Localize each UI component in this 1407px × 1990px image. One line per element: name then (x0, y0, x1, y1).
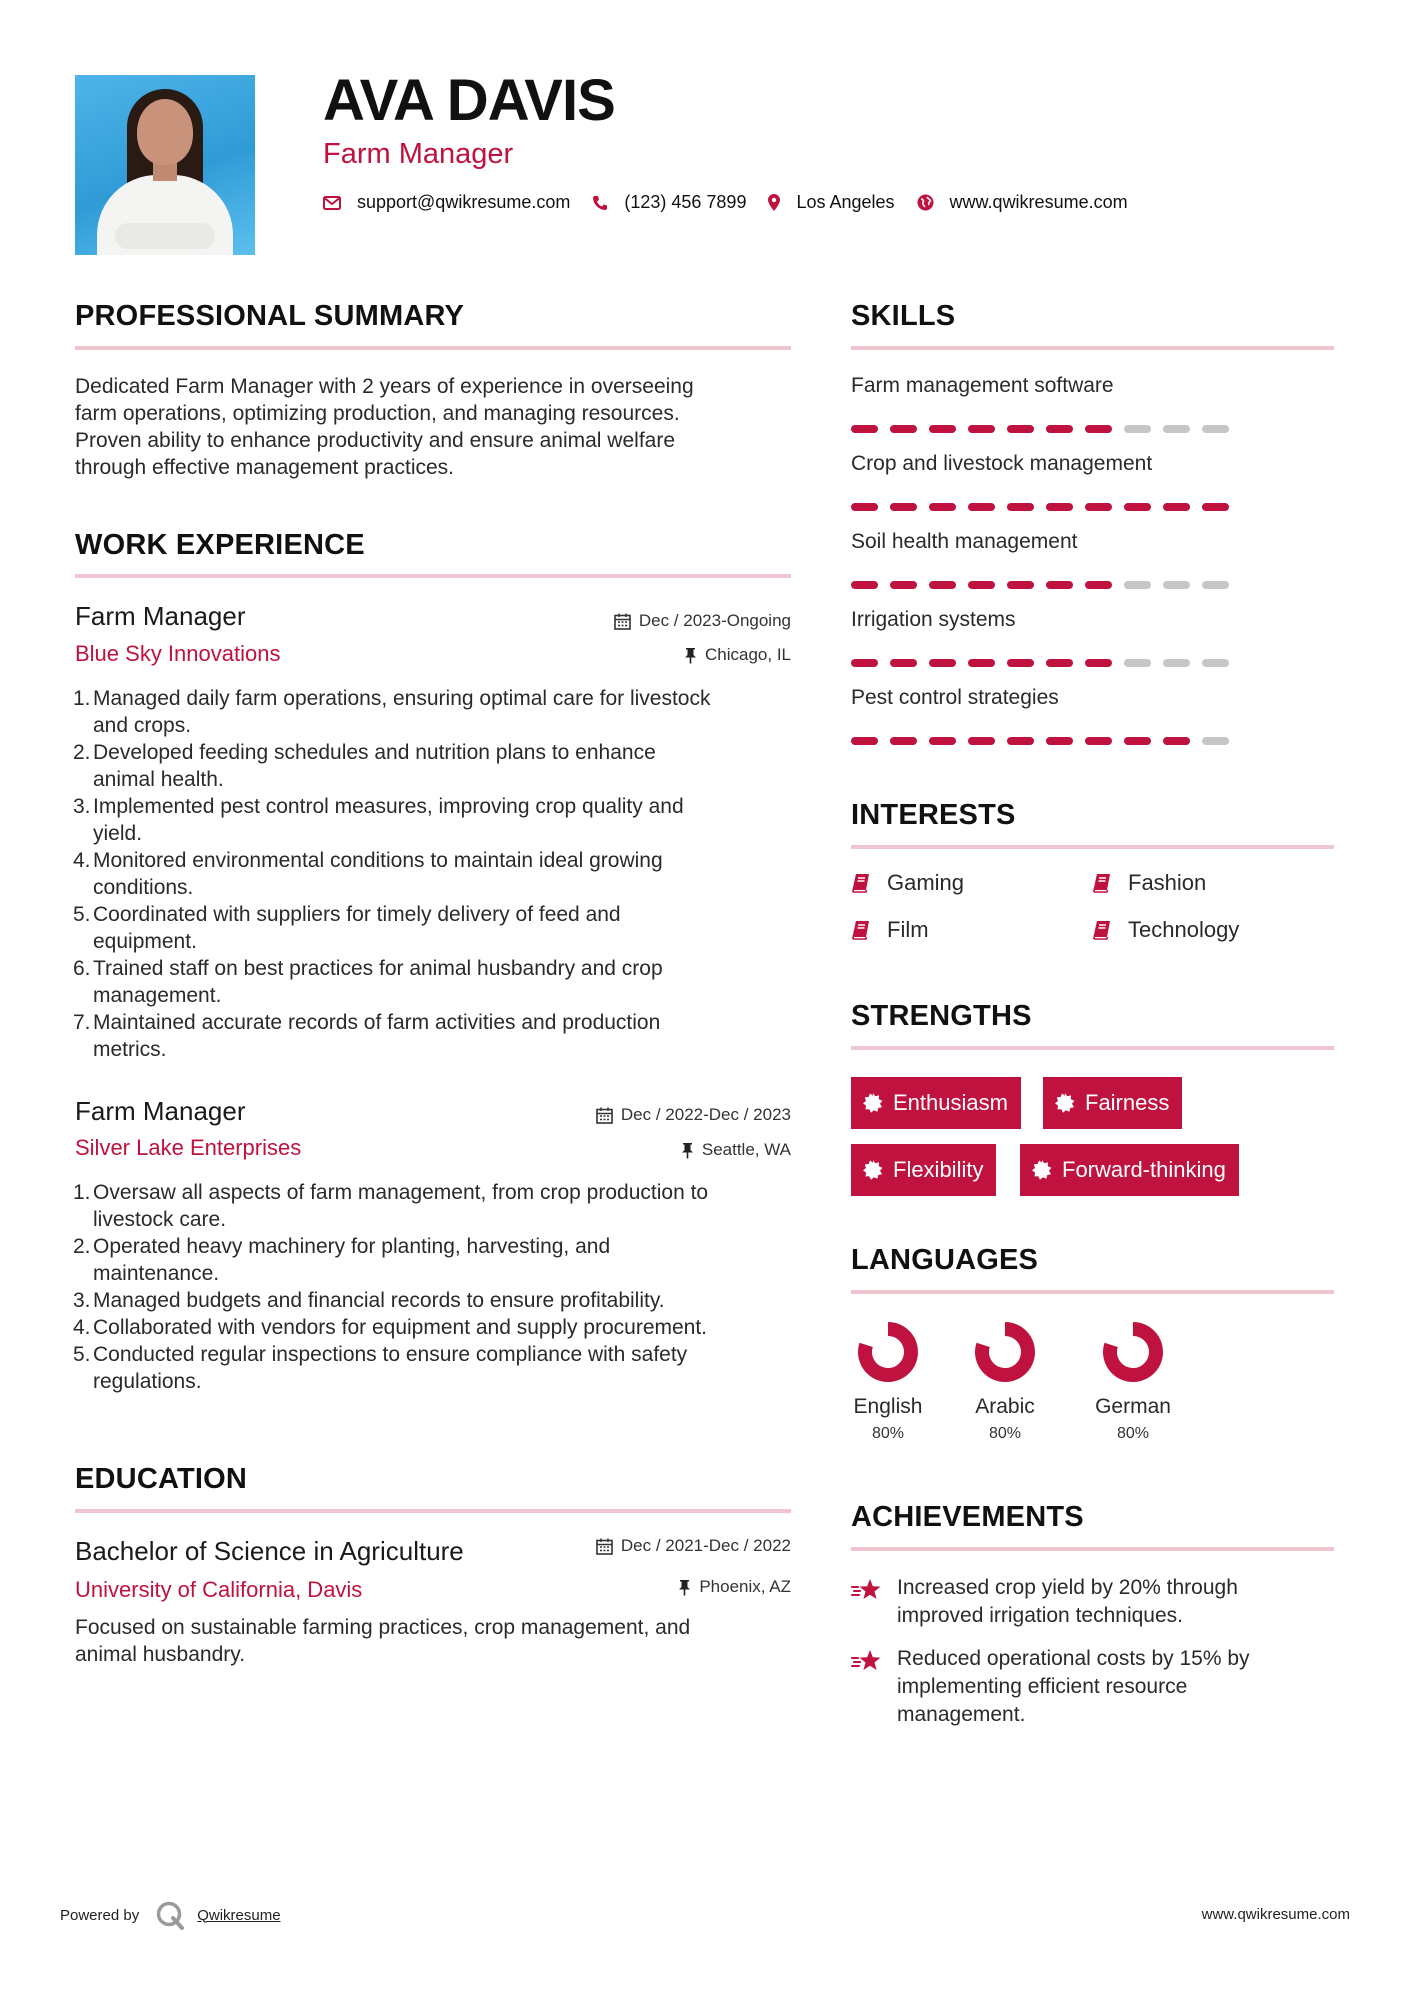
job-bullets (75, 1179, 791, 1395)
globe-icon (917, 194, 934, 211)
skill-rating (851, 425, 1241, 433)
summary-heading: PROFESSIONAL SUMMARY (75, 300, 465, 332)
language-percent: 80% (988, 1425, 1022, 1442)
book-icon (851, 920, 871, 940)
skill-dash (929, 425, 956, 433)
list-item: 5. Conducted regular inspections to ensure compliance with safety regulations. (73, 1343, 688, 1393)
list-item: 1. Oversaw all aspects of farm management, from crop production to livestock care. (73, 1181, 709, 1231)
pin-icon (684, 647, 697, 664)
skill-dash (851, 659, 878, 667)
degree-title: Bachelor of Science in Agriculture (75, 1536, 464, 1566)
education-heading: EDUCATION (75, 1463, 248, 1495)
badge-icon (1055, 1093, 1075, 1113)
summary-divider (75, 346, 791, 350)
skill-dash (890, 503, 917, 511)
skill-dash (1007, 659, 1034, 667)
strength-tag: Enthusiasm (851, 1077, 1021, 1129)
list-item: 2. Developed feeding schedules and nutrition plans to enhance animal health. (73, 741, 656, 791)
interest-item: Technology (1092, 917, 1239, 943)
skill-dash (1163, 737, 1190, 745)
job-title: Farm Manager (75, 1096, 246, 1126)
skill-dash (1046, 659, 1073, 667)
skill-dash (1163, 503, 1190, 511)
list-item: 4. Monitored environmental conditions to maintain ideal growing conditions. (73, 849, 663, 899)
skill-rating (851, 503, 1241, 511)
strength-tag: Flexibility (851, 1144, 996, 1196)
skill-dash (968, 581, 995, 589)
experience-heading: WORK EXPERIENCE (75, 529, 365, 561)
candidate-name: AVA DAVIS (323, 68, 615, 133)
skill-dash (1085, 425, 1112, 433)
language-ring (857, 1321, 919, 1383)
strengths-divider (851, 1046, 1334, 1050)
strength-tag: Fairness (1043, 1077, 1182, 1129)
book-icon (1092, 873, 1112, 893)
languages-divider (851, 1290, 1334, 1294)
interest-item: Fashion (1092, 870, 1206, 896)
skill-dash (968, 503, 995, 511)
list-item: 5. Coordinated with suppliers for timely delivery of feed and equipment. (73, 903, 621, 953)
achievement-item: Reduced operational costs by 15% by implementing efficient resource management. (851, 1645, 1250, 1729)
map-pin-icon (768, 194, 780, 211)
star-icon (851, 1649, 883, 1675)
job-company: Silver Lake Enterprises (75, 1135, 302, 1160)
skill-dash (1124, 503, 1151, 511)
skill-dash (851, 581, 878, 589)
skill-dash (968, 659, 995, 667)
skill-name: Irrigation systems (851, 608, 1016, 631)
languages-heading: LANGUAGES (851, 1244, 1039, 1276)
skill-dash (929, 737, 956, 745)
job-bullets (75, 685, 791, 1063)
skill-dash (1007, 425, 1034, 433)
skill-dash (890, 581, 917, 589)
language-item (1083, 1321, 1183, 1443)
contact-phone[interactable] (592, 192, 746, 213)
interests-heading: INTERESTS (851, 799, 1016, 831)
list-item: 4. Collaborated with vendors for equipment and supply procurement. (73, 1316, 708, 1339)
skill-dash (929, 659, 956, 667)
contact-website[interactable] (917, 192, 1128, 213)
skill-dash (1046, 425, 1073, 433)
job-dates: Dec / 2022-Dec / 2023 (596, 1105, 791, 1125)
language-name: Arabic (975, 1395, 1035, 1418)
language-ring-arc (982, 1329, 1028, 1375)
language-percent: 80% (871, 1425, 905, 1442)
skill-dash (1007, 503, 1034, 511)
skill-rating (851, 737, 1241, 745)
experience-divider (75, 574, 791, 578)
education-dates: Dec / 2021-Dec / 2022 (596, 1536, 791, 1556)
skill-dash (1007, 737, 1034, 745)
envelope-icon (323, 196, 341, 210)
skill-dash (1046, 581, 1073, 589)
language-ring (974, 1321, 1036, 1383)
education-description: Focused on sustainable farming practices, crop management, and animal husbandry. (75, 1616, 691, 1666)
job-company: Blue Sky Innovations (75, 641, 281, 666)
education-location: Phoenix, AZ (678, 1577, 791, 1597)
skill-dash (968, 737, 995, 745)
skill-dash (1124, 581, 1151, 589)
language-item (838, 1321, 938, 1443)
job-location: Seattle, WA (681, 1140, 791, 1160)
skill-dash (1163, 581, 1190, 589)
skill-rating (851, 659, 1241, 667)
achievements-divider (851, 1547, 1334, 1551)
list-item: 3. Implemented pest control measures, improving crop quality and yield. (73, 795, 684, 845)
job-dates: Dec / 2023-Ongoing (614, 611, 791, 631)
list-item: 6. Trained staff on best practices for animal husbandry and crop management. (73, 957, 663, 1007)
skill-dash (1085, 659, 1112, 667)
list-item: 1. Managed daily farm operations, ensuring optimal care for livestock and crops. (73, 687, 711, 737)
calendar-icon (596, 1538, 613, 1555)
achievement-item: Increased crop yield by 20% through improved irrigation techniques. (851, 1574, 1238, 1630)
skill-rating (851, 581, 1241, 589)
school-name: University of California, Davis (75, 1577, 363, 1602)
skill-name: Pest control strategies (851, 686, 1059, 709)
book-icon (1092, 920, 1112, 940)
phone-icon (592, 195, 608, 211)
pin-icon (681, 1142, 694, 1159)
contact-email[interactable] (323, 192, 570, 213)
skill-dash (1202, 581, 1229, 589)
skill-dash (890, 737, 917, 745)
skill-dash (1124, 425, 1151, 433)
language-ring (1102, 1321, 1164, 1383)
badge-icon (863, 1160, 883, 1180)
location-text: Los Angeles (796, 192, 895, 212)
skill-dash (968, 425, 995, 433)
list-item: 7. Maintained accurate records of farm activities and production metrics. (73, 1011, 661, 1061)
skill-dash (929, 581, 956, 589)
job-location: Chicago, IL (684, 645, 791, 665)
calendar-icon (614, 613, 631, 630)
candidate-role: Farm Manager (323, 138, 514, 170)
skill-dash (851, 503, 878, 511)
language-ring-arc (1110, 1329, 1156, 1375)
skills-heading: SKILLS (851, 300, 956, 332)
skill-dash (1202, 425, 1229, 433)
calendar-icon (596, 1107, 613, 1124)
job-title: Farm Manager (75, 601, 246, 631)
list-item: 2. Operated heavy machinery for planting, harvesting, and maintenance. (73, 1235, 611, 1285)
profile-photo (75, 75, 255, 255)
skill-dash (851, 425, 878, 433)
skill-dash (1085, 737, 1112, 745)
education-divider (75, 1509, 791, 1513)
skill-dash (1124, 737, 1151, 745)
strengths-heading: STRENGTHS (851, 1000, 1032, 1032)
summary-text: Dedicated Farm Manager with 2 years of experience in overseeing farm operations, optimizing production, and managing resources. Proven ability to enhance productivity and ensure animal welfare through effective management practices. (75, 375, 694, 479)
language-name: English (853, 1395, 923, 1418)
language-item (955, 1321, 1055, 1443)
skill-dash (890, 659, 917, 667)
website-text: www.qwikresume.com (949, 192, 1128, 212)
brand-link[interactable]: Qwikresume (197, 1906, 281, 1924)
skill-dash (1202, 737, 1229, 745)
language-name: German (1095, 1395, 1171, 1418)
skill-dash (1202, 503, 1229, 511)
language-ring-arc (865, 1329, 911, 1375)
list-item: 3. Managed budgets and financial records to ensure profitability. (73, 1289, 665, 1312)
qwikresume-logo-icon (155, 1900, 185, 1930)
skill-name: Farm management software (851, 374, 1114, 397)
skill-dash (1085, 503, 1112, 511)
strength-tag: Forward-thinking (1020, 1144, 1239, 1196)
star-icon (851, 1578, 883, 1604)
skills-divider (851, 346, 1334, 350)
skill-dash (890, 425, 917, 433)
interest-item: Gaming (851, 870, 964, 896)
skill-dash (1163, 425, 1190, 433)
badge-icon (863, 1093, 883, 1113)
contact-location (768, 192, 894, 213)
phone-text: (123) 456 7899 (624, 192, 747, 212)
interest-item: Film (851, 917, 929, 943)
skill-dash (1046, 503, 1073, 511)
skill-dash (1085, 581, 1112, 589)
skill-dash (1163, 659, 1190, 667)
interests-divider (851, 845, 1334, 849)
skill-dash (1046, 737, 1073, 745)
contact-bar (323, 192, 1150, 213)
skill-dash (1007, 581, 1034, 589)
skill-dash (929, 503, 956, 511)
skill-name: Soil health management (851, 530, 1078, 553)
language-percent: 80% (1116, 1425, 1150, 1442)
footer-brand (60, 1900, 281, 1930)
skill-dash (851, 737, 878, 745)
powered-by-label: Powered by (60, 1906, 140, 1924)
book-icon (851, 873, 871, 893)
skill-dash (1202, 659, 1229, 667)
footer-url[interactable]: www.qwikresume.com (1201, 1906, 1350, 1923)
pin-icon (678, 1579, 691, 1596)
achievements-heading: ACHIEVEMENTS (851, 1501, 1084, 1533)
badge-icon (1032, 1160, 1052, 1180)
skill-dash (1124, 659, 1151, 667)
skill-name: Crop and livestock management (851, 452, 1153, 475)
email-text: support@qwikresume.com (357, 192, 571, 212)
